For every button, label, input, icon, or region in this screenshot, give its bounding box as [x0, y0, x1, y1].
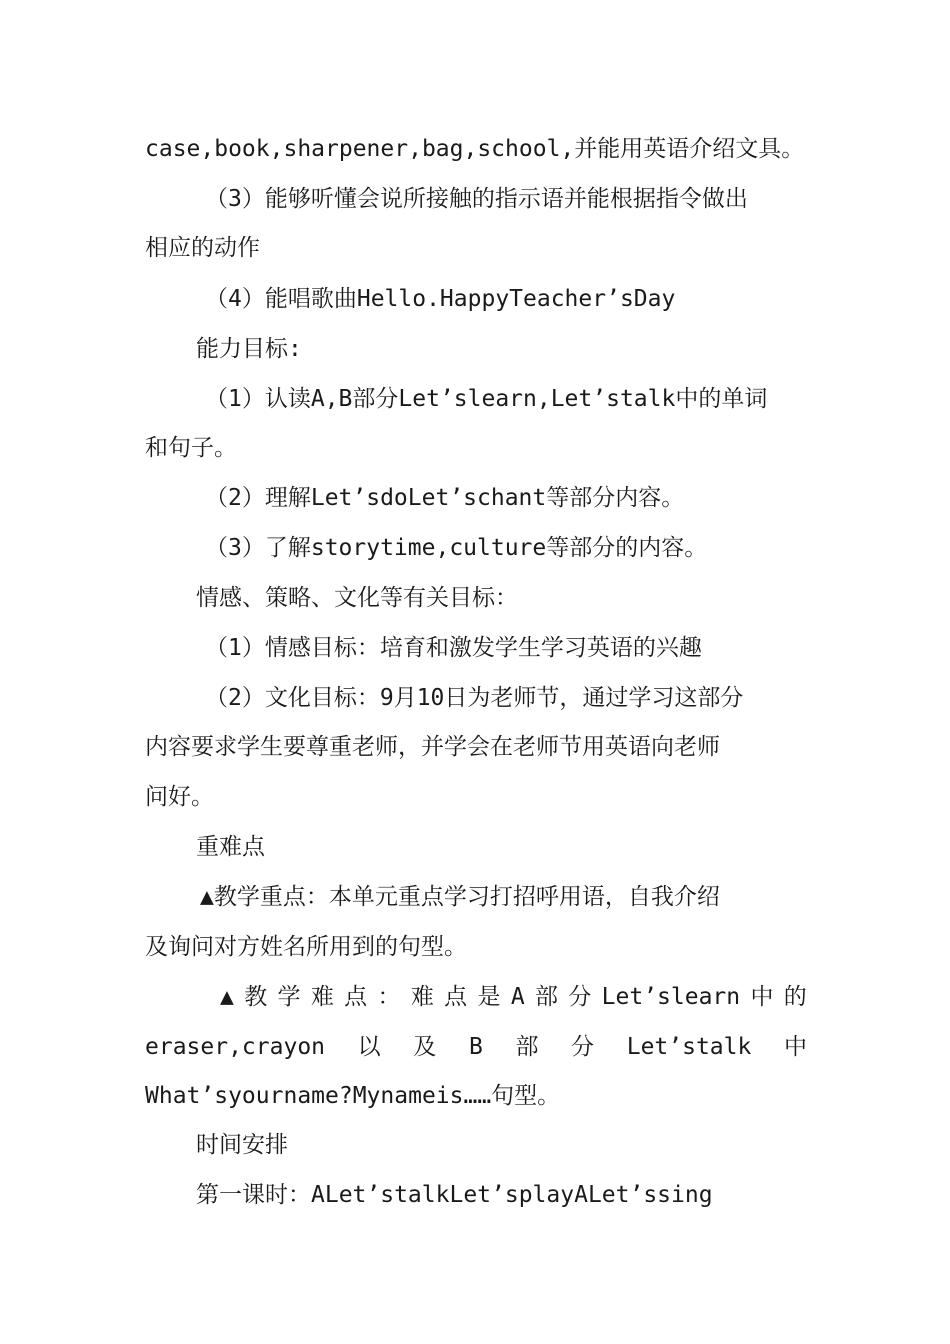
text-fragment: Let’stalk: [626, 1034, 752, 1060]
text-fragment: eraser,crayon: [145, 1034, 326, 1060]
section-heading: 重难点: [196, 834, 265, 860]
text-fragment: 及: [413, 1034, 437, 1060]
text-line: 第一课时：ALet’stalkLet’splayALet’ssing: [196, 1182, 713, 1208]
section-heading: 时间安排: [196, 1132, 288, 1158]
text-fragment: 中: [750, 984, 774, 1010]
text-fragment: A: [510, 984, 525, 1010]
text-fragment: 是: [477, 984, 501, 1010]
text-fragment: B: [468, 1034, 483, 1060]
text-line: （2）文化目标：9月10日为老师节，通过学习这部分: [205, 685, 744, 711]
text-fragment: 中: [783, 1034, 807, 1060]
justified-line: [220, 982, 807, 1012]
text-line: 和句子。: [145, 435, 237, 461]
text-line: （2）理解Let’sdoLet’schant等部分内容。: [205, 485, 685, 511]
text-line: （1）认读A,B部分Let’slearn,Let’stalk中的单词: [205, 386, 768, 412]
text-line: 内容要求学生要尊重老师，并学会在老师节用英语向老师: [145, 734, 720, 760]
text-fragment: 分: [571, 1034, 595, 1060]
text-line: 相应的动作: [145, 235, 260, 261]
justified-line: [145, 1032, 807, 1062]
text-line: What’syourname?Mynameis……句型。: [145, 1083, 561, 1109]
text-line: case,book,sharpener,bag,school,并能用英语介绍文具。: [145, 136, 805, 162]
text-line: ▲教学重点：本单元重点学习打招呼用语，自我介绍: [200, 884, 720, 910]
text-fragment: 难: [410, 984, 434, 1010]
text-fragment: 以: [357, 1034, 381, 1060]
section-heading: 情感、策略、文化等有关目标：: [196, 585, 518, 611]
text-line: （1）情感目标：培育和激发学生学习英语的兴趣: [205, 635, 702, 661]
section-heading: 能力目标:: [196, 336, 302, 362]
text-fragment: 部: [515, 1034, 539, 1060]
text-fragment: 难: [310, 984, 334, 1010]
text-line: （4）能唱歌曲Hello.HappyTeacher’sDay: [205, 286, 676, 312]
text-line: （3）能够听懂会说所接触的指示语并能根据指令做出: [205, 186, 748, 212]
text-line: 问好。: [145, 784, 214, 810]
text-line: （3）了解storytime,culture等部分的内容。: [205, 535, 708, 561]
text-fragment: 学: [277, 984, 301, 1010]
text-fragment: 分: [568, 984, 592, 1010]
text-fragment: 点: [444, 984, 468, 1010]
text-line: 及询问对方姓名所用到的句型。: [145, 934, 467, 960]
text-fragment: 部: [535, 984, 558, 1010]
text-fragment: ：: [377, 984, 401, 1010]
text-fragment: 的: [783, 984, 807, 1010]
text-fragment: 教: [244, 984, 268, 1010]
text-fragment: 点: [344, 984, 368, 1010]
text-fragment: Let’slearn: [601, 984, 741, 1010]
text-fragment: ▲: [220, 984, 234, 1010]
